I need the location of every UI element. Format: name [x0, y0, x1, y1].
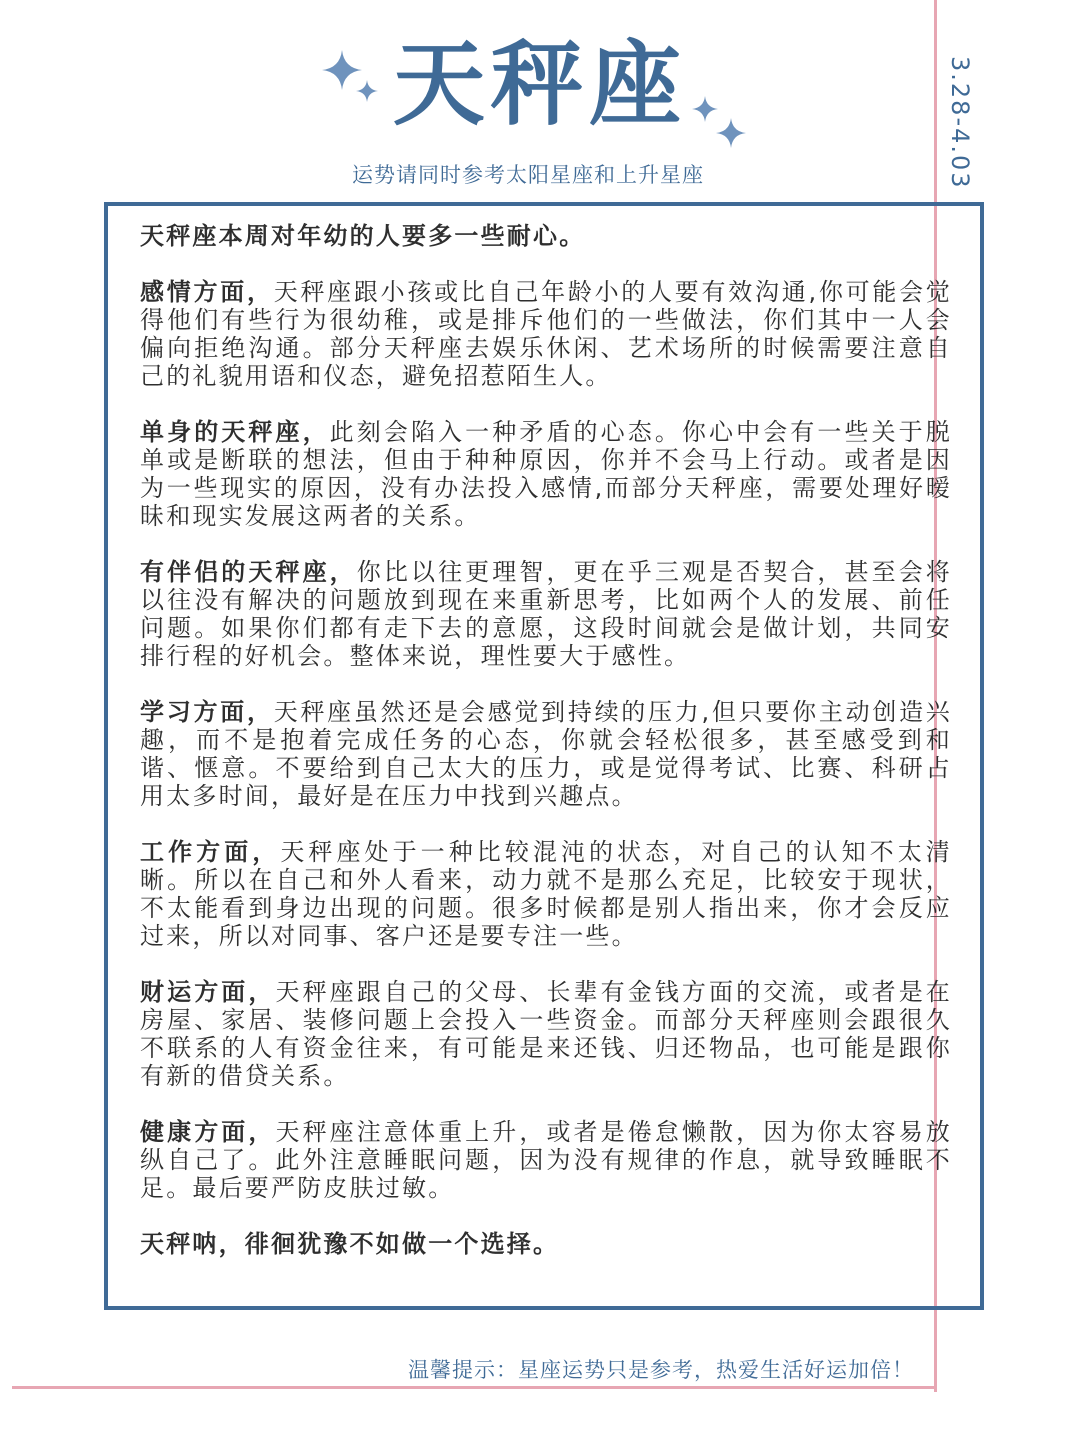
horoscope-content — [140, 222, 952, 1286]
section-label: 工作方面， — [140, 838, 281, 866]
section-text: 天秤座跟自己的父母、长辈有金钱方面的交流，或者是在房屋、家居、装修问题上会投入一些资金。而部分天秤座则会跟很久不联系的人有资金往来，有可能是来还钱、归还物品，也可能是跟你有新的借贷关系。 — [140, 978, 952, 1090]
footer-tip: 温馨提示：星座运势只是参考，热爱生活好运加倍！ — [408, 1358, 914, 1382]
content-frame — [104, 202, 984, 1310]
section-text: 天秤座跟小孩或比自己年龄小的人要有效沟通,你可能会觉得他们有些行为很幼稚，或是排斥他们的一些做法，你们其中一人会偏向拒绝沟通。部分天秤座去娱乐休闲、艺术场所的时候需要注意自己的礼貌用语和仪态，避免招惹陌生人。 — [140, 278, 953, 390]
section-health — [140, 1118, 952, 1202]
section-text: 天秤座虽然还是会感觉到持续的压力,但只要你主动创造兴趣，而不是抱着完成任务的心态，你就会轻松很多，甚至感受到和谐、惬意。不要给到自己太大的压力，或是觉得考试、比赛、科研占用太多时间，最好是在压力中找到兴趣点。 — [140, 698, 953, 810]
closing-line: 天秤呐，徘徊犹豫不如做一个选择。 — [140, 1230, 560, 1258]
section-label: 健康方面， — [140, 1118, 276, 1146]
section-text: 天秤座注意体重上升，或者是倦怠懒散，因为你太容易放纵自己了。此外注意睡眠问题，因为没有规律的作息，就导致睡眠不足。最后要严防皮肤过敏。 — [140, 1118, 952, 1202]
pink-horizontal-line — [12, 1386, 937, 1389]
section-work — [140, 838, 952, 950]
section-label: 感情方面， — [140, 278, 274, 306]
section-study — [140, 698, 952, 810]
section-label: 单身的天秤座， — [140, 418, 330, 446]
intro-line: 天秤座本周对年幼的人要多一些耐心。 — [140, 222, 586, 250]
section-love — [140, 278, 952, 390]
page-title: 天秤座 — [392, 31, 687, 138]
section-single — [140, 418, 952, 530]
section-wealth — [140, 978, 952, 1090]
section-text: 你比以往更理智，更在乎三观是否契合，甚至会将以往没有解决的问题放到现在来重新思考，比如两个人的发展、前任问题。如果你们都有走下去的意愿，这段时间就会是做计划，共同安排行程的好机会。整体来说，理性要大于感性。 — [140, 558, 952, 670]
section-partnered — [140, 558, 952, 670]
section-text: 此刻会陷入一种矛盾的心态。你心中会有一些关于脱单或是断联的想法，但由于种种原因，你并不会马上行动。或者是因为一些现实的原因，没有办法投入感情,而部分天秤座，需要处理好暧昧和现实发展这两者的关系。 — [140, 418, 952, 530]
section-label: 财运方面， — [140, 978, 276, 1006]
section-label: 学习方面， — [140, 698, 274, 726]
date-range: 3.28-4.03 — [946, 56, 974, 190]
section-text: 天秤座处于一种比较混沌的状态，对自己的认知不太清晰。所以在自己和外人看来，动力就不是那么充足，比较安于现状，不太能看到身边出现的问题。很多时候都是别人指出来，你才会反应过来，所以对同事、客户还是要专注一些。 — [140, 838, 952, 950]
section-label: 有伴侣的天秤座， — [140, 558, 357, 586]
subtitle: 运势请同时参考太阳星座和上升星座 — [352, 163, 704, 187]
